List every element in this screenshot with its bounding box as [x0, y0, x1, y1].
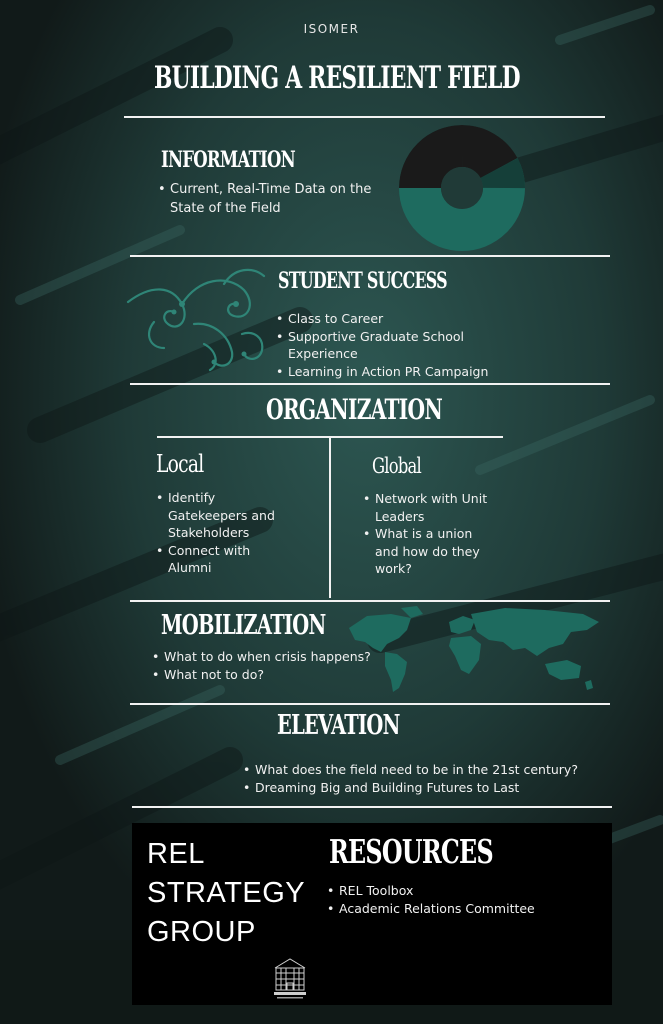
- title-divider: [124, 116, 605, 118]
- list-item: • Current, Real-Time Data on the State of the Field: [158, 180, 398, 218]
- world-map-icon: [345, 604, 605, 696]
- building-logo-icon: [273, 956, 307, 1000]
- group-name-line: REL: [147, 838, 205, 870]
- elevation-divider: [132, 806, 612, 808]
- list-item: • Class to Career: [276, 310, 506, 328]
- mobilization-heading: MOBILIZATION: [161, 610, 326, 641]
- organization-column-divider: [329, 438, 331, 598]
- student-success-list: [276, 310, 506, 380]
- elevation-list: [243, 761, 603, 796]
- page-title: BUILDING A RESILIENT FIELD: [154, 60, 520, 96]
- list-item: • What does the field need to be in the 21st century?: [243, 761, 603, 779]
- floral-ornament-icon: [124, 264, 272, 374]
- list-item: • What is a union and how do they work?: [363, 525, 493, 578]
- information-list: [158, 180, 398, 218]
- brand-name: ISOMER: [303, 22, 360, 36]
- group-name-line: GROUP: [147, 916, 256, 948]
- student-success-heading: STUDENT SUCCESS: [278, 268, 447, 294]
- student-success-divider: [130, 383, 610, 385]
- mobilization-divider: [130, 703, 610, 705]
- group-name: [147, 835, 305, 952]
- list-item: • What not to do?: [152, 666, 382, 684]
- information-heading: INFORMATION: [161, 147, 295, 173]
- elevation-heading: ELEVATION: [277, 710, 400, 741]
- list-item: • Supportive Graduate School Experience: [276, 328, 506, 363]
- list-item: • REL Toolbox: [327, 882, 587, 900]
- organization-heading: ORGANIZATION: [266, 393, 443, 426]
- information-divider: [130, 255, 610, 257]
- list-item: • Identify Gatekeepers and Stakeholders: [156, 489, 296, 542]
- global-heading: Global: [372, 454, 422, 478]
- local-list: [156, 489, 296, 577]
- resources-list: [327, 882, 587, 917]
- list-item: • Dreaming Big and Building Futures to Last: [243, 779, 603, 797]
- global-list: [363, 490, 493, 578]
- donut-chart-icon: [398, 124, 526, 252]
- organization-divider: [130, 600, 610, 602]
- local-heading: Local: [156, 450, 204, 478]
- list-item: • What to do when crisis happens?: [152, 648, 382, 666]
- group-name-line: STRATEGY: [147, 877, 306, 909]
- resources-heading: RESOURCES: [329, 832, 493, 871]
- list-item: • Connect with Alumni: [156, 542, 296, 577]
- list-item: • Learning in Action PR Campaign: [276, 363, 506, 381]
- list-item: • Network with Unit Leaders: [363, 490, 493, 525]
- list-item: • Academic Relations Committee: [327, 900, 587, 918]
